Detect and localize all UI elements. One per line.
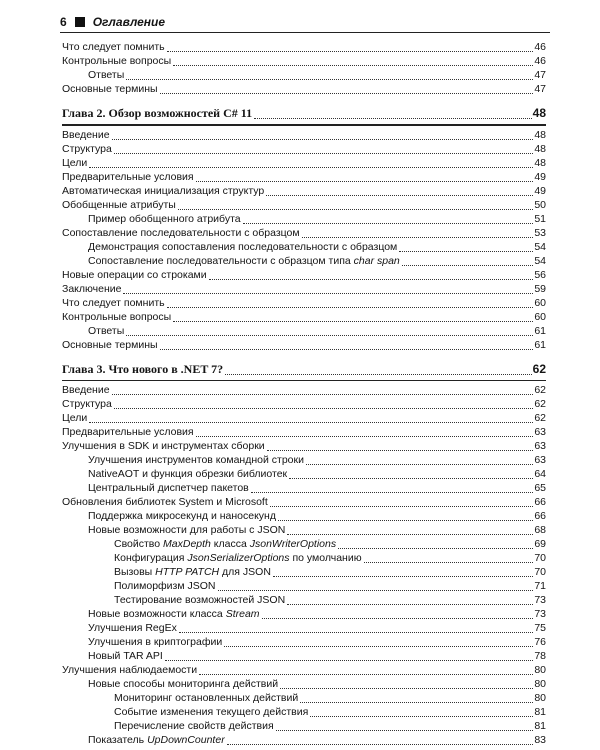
- chapter-title: Глава 2. Обзор возможностей C# 11: [62, 106, 253, 120]
- toc-entry: [62, 184, 546, 198]
- leader-dots: [167, 42, 533, 52]
- toc-entry-title: [88, 523, 285, 537]
- entry-text: Введение: [62, 128, 110, 141]
- toc-entry-title: [62, 397, 112, 411]
- entry-text: Показатель: [88, 734, 145, 746]
- toc-entry: [62, 170, 546, 184]
- toc-entry: [62, 128, 546, 142]
- leader-dots: [310, 707, 533, 717]
- toc-entry-title: [62, 495, 268, 509]
- toc-entry-title: [62, 411, 87, 425]
- entry-text: Улучшения инструментов командной строки: [88, 454, 304, 466]
- toc-entry-title: [114, 537, 336, 551]
- entry-page-number: 51: [534, 212, 546, 225]
- entry-text: Цели: [62, 412, 88, 424]
- leader-dots: [173, 56, 533, 66]
- entry-page-number: 68: [534, 524, 546, 536]
- leader-dots: [287, 525, 533, 535]
- entry-text-cont: по умолчанию: [289, 552, 362, 564]
- page-number: 6: [60, 15, 67, 29]
- entry-text: Улучшения в SDK и инструментах сборки: [62, 440, 265, 452]
- entry-text: Предварительные условия: [62, 170, 194, 183]
- entry-page-number: 61: [534, 324, 546, 337]
- page-header: [60, 12, 550, 33]
- entry-page-number: 48: [534, 128, 546, 141]
- toc-entry-title: [88, 509, 276, 523]
- entry-text: Предварительные условия: [62, 426, 194, 438]
- chapter-heading: [62, 106, 546, 121]
- entry-text: Пример обобщенного атрибута: [88, 212, 241, 225]
- entry-text: Ответы: [88, 69, 125, 81]
- toc-entry: [62, 495, 546, 509]
- entry-page-number: 71: [534, 580, 546, 592]
- leader-dots: [364, 553, 533, 563]
- toc-entry: [62, 551, 546, 565]
- entry-text: Заключение: [62, 282, 122, 295]
- toc-entry-title: [114, 593, 285, 607]
- entry-page-number: 49: [534, 184, 546, 197]
- toc-entry-title: [62, 142, 112, 156]
- toc-entry-title: [62, 268, 207, 282]
- toc-entry-title: [62, 128, 110, 142]
- leader-dots: [289, 469, 533, 479]
- toc-entry: [62, 282, 546, 296]
- entry-page-number: 78: [534, 650, 546, 662]
- toc-entry: [62, 691, 546, 705]
- toc-entry: [62, 68, 546, 82]
- entry-text: Обобщенные атрибуты: [62, 198, 176, 211]
- leader-dots: [114, 399, 533, 409]
- table-of-contents: [62, 40, 546, 747]
- toc-entry: [62, 240, 546, 254]
- entry-text: Что следует помнить: [62, 296, 165, 309]
- entry-code-term: JsonSerializerOptions: [187, 552, 290, 564]
- entry-text: Тестирование возможностей JSON: [114, 594, 286, 606]
- entry-page-number: 63: [534, 426, 546, 438]
- toc-entry-title: [62, 82, 158, 96]
- entry-text: Структура: [62, 398, 112, 410]
- leader-dots: [276, 721, 533, 731]
- entry-page-number: 80: [534, 692, 546, 704]
- toc-entry: [62, 397, 546, 411]
- entry-text: Структура: [62, 142, 112, 155]
- entry-page-number: 81: [534, 720, 546, 732]
- toc-entry-title: [62, 170, 194, 184]
- leader-dots: [306, 455, 533, 465]
- toc-entry: [62, 663, 546, 677]
- entry-code-term: char span: [353, 254, 400, 267]
- toc-entry-title: [88, 621, 177, 635]
- entry-page-number: 56: [534, 268, 546, 281]
- entry-text-cont: для JSON: [219, 566, 271, 578]
- entry-page-number: 54: [534, 240, 546, 253]
- entry-page-number: 65: [534, 482, 546, 494]
- entry-page-number: 75: [534, 622, 546, 634]
- entry-text: Сопоставление последовательности с образцом: [62, 226, 300, 239]
- running-title: Оглавление: [92, 15, 166, 29]
- entry-text: Контрольные вопросы: [62, 55, 172, 67]
- entry-page-number: 80: [534, 678, 546, 690]
- entry-text: Новый TAR API: [88, 650, 163, 662]
- entry-text: Автоматическая инициализация структур: [62, 184, 265, 197]
- entry-page-number: 62: [534, 398, 546, 410]
- toc-entry-title: [62, 198, 176, 212]
- toc-entry: [62, 212, 546, 226]
- toc-entry: [62, 310, 546, 324]
- entry-text: Центральный диспетчер пакетов: [88, 482, 249, 494]
- entry-text: Перечисление свойств действия: [114, 720, 274, 732]
- leader-dots: [273, 567, 533, 577]
- toc-entry-title: [62, 310, 171, 324]
- toc-entry-title: [62, 226, 300, 240]
- toc-entry-title: [62, 40, 165, 54]
- entry-text: Новые возможности класса: [88, 608, 223, 620]
- leader-dots: [199, 665, 533, 675]
- toc-entry-title: [88, 635, 222, 649]
- leader-dots: [126, 70, 533, 80]
- entry-text: Улучшения в криптографии: [88, 636, 223, 648]
- leader-dots: [402, 256, 533, 266]
- leader-dots: [278, 511, 533, 521]
- toc-entry-title: [114, 691, 298, 705]
- toc-entry-title: [88, 254, 400, 268]
- leader-dots: [89, 413, 533, 423]
- toc-entry: [62, 40, 546, 54]
- entry-text: Улучшения наблюдаемости: [62, 664, 198, 676]
- toc-entry: [62, 579, 546, 593]
- entry-code-term: UpDownCounter: [147, 734, 225, 746]
- chapter-divider: [62, 124, 546, 126]
- toc-entry: [62, 156, 546, 170]
- toc-entry-title: [88, 324, 124, 338]
- chapter-divider: [62, 380, 546, 382]
- toc-entry-title: [62, 425, 194, 439]
- entry-text: Основные термины: [62, 83, 158, 95]
- toc-entry-title: [114, 565, 271, 579]
- toc-entry-title: [114, 579, 216, 593]
- leader-dots: [160, 340, 533, 350]
- leader-dots: [300, 693, 533, 703]
- entry-page-number: 46: [534, 55, 546, 67]
- entry-text: Полиморфизм JSON: [114, 580, 216, 592]
- toc-entry: [62, 593, 546, 607]
- entry-text: Контрольные вопросы: [62, 310, 172, 323]
- entry-page-number: 80: [534, 664, 546, 676]
- toc-entry: [62, 537, 546, 551]
- leader-dots: [225, 365, 532, 375]
- toc-entry-title: [88, 467, 287, 481]
- entry-text: Новые способы мониторинга действий: [88, 678, 279, 690]
- leader-dots: [224, 637, 533, 647]
- toc-entry: [62, 565, 546, 579]
- toc-entry: [62, 467, 546, 481]
- toc-entry: [62, 621, 546, 635]
- toc-entry: [62, 411, 546, 425]
- toc-entry: [62, 733, 546, 747]
- toc-entry-title: [62, 383, 110, 397]
- toc-entry-title: [88, 453, 304, 467]
- entry-code-term: MaxDepth: [163, 538, 211, 550]
- entry-page-number: 62: [534, 412, 546, 424]
- entry-page-number: 48: [534, 142, 546, 155]
- leader-dots: [165, 651, 533, 661]
- toc-entry: [62, 142, 546, 156]
- leader-dots: [178, 200, 533, 210]
- toc-entry: [62, 383, 546, 397]
- entry-page-number: 53: [534, 226, 546, 239]
- toc-entry: [62, 268, 546, 282]
- entry-page-number: 62: [534, 384, 546, 396]
- entry-text: Обновления библиотек System и Microsoft: [62, 496, 268, 508]
- entry-text: Основные термины: [62, 338, 158, 351]
- entry-text: Введение: [62, 384, 110, 396]
- entry-code-term: HTTP PATCH: [155, 566, 220, 578]
- toc-entry-title: [62, 439, 265, 453]
- leader-dots: [267, 441, 533, 451]
- leader-dots: [302, 228, 533, 238]
- leader-dots: [209, 270, 533, 280]
- leader-dots: [196, 427, 533, 437]
- entry-page-number: 63: [534, 454, 546, 466]
- toc-entry: [62, 338, 546, 352]
- toc-entry: [62, 324, 546, 338]
- entry-page-number: 50: [534, 198, 546, 211]
- leader-dots: [179, 623, 533, 633]
- toc-entry: [62, 635, 546, 649]
- toc-entry-title: [88, 607, 260, 621]
- toc-entry-title: [62, 663, 197, 677]
- entry-text: Демонстрация сопоставления последовательности с образцом: [88, 240, 398, 253]
- section-gap: [62, 96, 546, 106]
- leader-dots: [112, 130, 533, 140]
- toc-entry-title: [88, 677, 278, 691]
- toc-entry-title: [88, 240, 397, 254]
- leader-dots: [114, 144, 533, 154]
- leader-dots: [126, 326, 533, 336]
- leader-dots: [89, 158, 533, 168]
- entry-page-number: 66: [534, 496, 546, 508]
- entry-text: Улучшения RegEx: [88, 622, 177, 634]
- toc-entry-title: [88, 649, 163, 663]
- entry-text: Свойство: [114, 538, 161, 550]
- leader-dots: [173, 312, 533, 322]
- toc-entry: [62, 296, 546, 310]
- leader-dots: [338, 539, 533, 549]
- entry-text-cont: класса: [210, 538, 250, 550]
- toc-entry-title: [62, 184, 264, 198]
- entry-text: NativeAOT и функция обрезки библиотек: [88, 468, 288, 480]
- entry-page-number: 70: [534, 566, 546, 578]
- entry-page-number: 49: [534, 170, 546, 183]
- entry-page-number: 70: [534, 552, 546, 564]
- entry-text: Конфигурация: [114, 552, 185, 564]
- entry-page-number: 47: [534, 69, 546, 81]
- toc-entry: [62, 481, 546, 495]
- entry-page-number: 66: [534, 510, 546, 522]
- leader-dots: [112, 385, 533, 395]
- entry-text: Вызовы: [114, 566, 153, 578]
- toc-entry: [62, 82, 546, 96]
- entry-page-number: 46: [534, 41, 546, 53]
- entry-page-number: 63: [534, 440, 546, 452]
- leader-dots: [167, 298, 533, 308]
- toc-entry: [62, 54, 546, 68]
- entry-page-number: 73: [534, 594, 546, 606]
- leader-dots: [243, 214, 533, 224]
- toc-entry: [62, 705, 546, 719]
- leader-dots: [196, 172, 533, 182]
- toc-entry: [62, 523, 546, 537]
- toc-entry: [62, 439, 546, 453]
- toc-entry: [62, 677, 546, 691]
- leader-dots: [123, 284, 533, 294]
- toc-entry: [62, 226, 546, 240]
- entry-page-number: 61: [534, 338, 546, 351]
- entry-text: Событие изменения текущего действия: [114, 706, 309, 718]
- chapter-page-number: 62: [532, 361, 546, 376]
- chapter-heading: [62, 362, 546, 377]
- toc-entry-title: [114, 719, 274, 733]
- leader-dots: [266, 186, 533, 196]
- entry-text: Новые возможности для работы с JSON: [88, 524, 286, 536]
- entry-text: Ответы: [88, 324, 125, 337]
- leader-dots: [160, 84, 533, 94]
- leader-dots: [262, 609, 533, 619]
- entry-text: Сопоставление последовательности с образцом типа: [88, 254, 351, 267]
- toc-entry-title: [88, 481, 249, 495]
- toc-entry: [62, 649, 546, 663]
- leader-dots: [287, 595, 533, 605]
- toc-entry-title: [62, 296, 165, 310]
- leader-dots: [399, 242, 533, 252]
- toc-entry-title: [62, 54, 171, 68]
- toc-entry-title: [88, 733, 225, 747]
- entry-page-number: 81: [534, 706, 546, 718]
- toc-entry: [62, 425, 546, 439]
- toc-entry-title: [88, 212, 241, 226]
- entry-page-number: 64: [534, 468, 546, 480]
- entry-page-number: 48: [534, 156, 546, 169]
- toc-entry-title: [88, 68, 124, 82]
- entry-code-term: JsonWriterOptions: [249, 538, 337, 550]
- toc-entry-title: [114, 705, 308, 719]
- square-bullet-icon: [75, 17, 85, 27]
- entry-page-number: 60: [534, 296, 546, 309]
- toc-entry: [62, 509, 546, 523]
- toc-entry: [62, 254, 546, 268]
- entry-page-number: 60: [534, 310, 546, 323]
- section-gap: [62, 352, 546, 362]
- entry-text: Что следует помнить: [62, 41, 165, 53]
- leader-dots: [218, 581, 533, 591]
- leader-dots: [254, 109, 532, 119]
- toc-entry-title: [62, 338, 158, 352]
- entry-code-term: Stream: [225, 608, 260, 620]
- entry-page-number: 73: [534, 608, 546, 620]
- toc-entry-title: [114, 551, 362, 565]
- toc-entry: [62, 607, 546, 621]
- entry-text: Цели: [62, 156, 88, 169]
- toc-entry-title: [62, 282, 121, 296]
- leader-dots: [227, 735, 533, 745]
- toc-entry: [62, 719, 546, 733]
- entry-page-number: 83: [534, 734, 546, 746]
- entry-text: Поддержка микросекунд и наносекунд: [88, 510, 276, 522]
- toc-entry: [62, 453, 546, 467]
- entry-text: Новые операции со строками: [62, 268, 207, 281]
- entry-page-number: 47: [534, 83, 546, 95]
- leader-dots: [270, 497, 533, 507]
- entry-text: Мониторинг остановленных действий: [114, 692, 299, 704]
- entry-page-number: 69: [534, 538, 546, 550]
- entry-page-number: 54: [534, 254, 546, 267]
- toc-entry: [62, 198, 546, 212]
- chapter-title: Глава 3. Что нового в .NET 7?: [62, 361, 224, 376]
- chapter-page-number: 48: [532, 106, 546, 120]
- entry-page-number: 59: [534, 282, 546, 295]
- entry-page-number: 76: [534, 636, 546, 648]
- leader-dots: [280, 679, 533, 689]
- leader-dots: [251, 483, 533, 493]
- toc-entry-title: [62, 156, 87, 170]
